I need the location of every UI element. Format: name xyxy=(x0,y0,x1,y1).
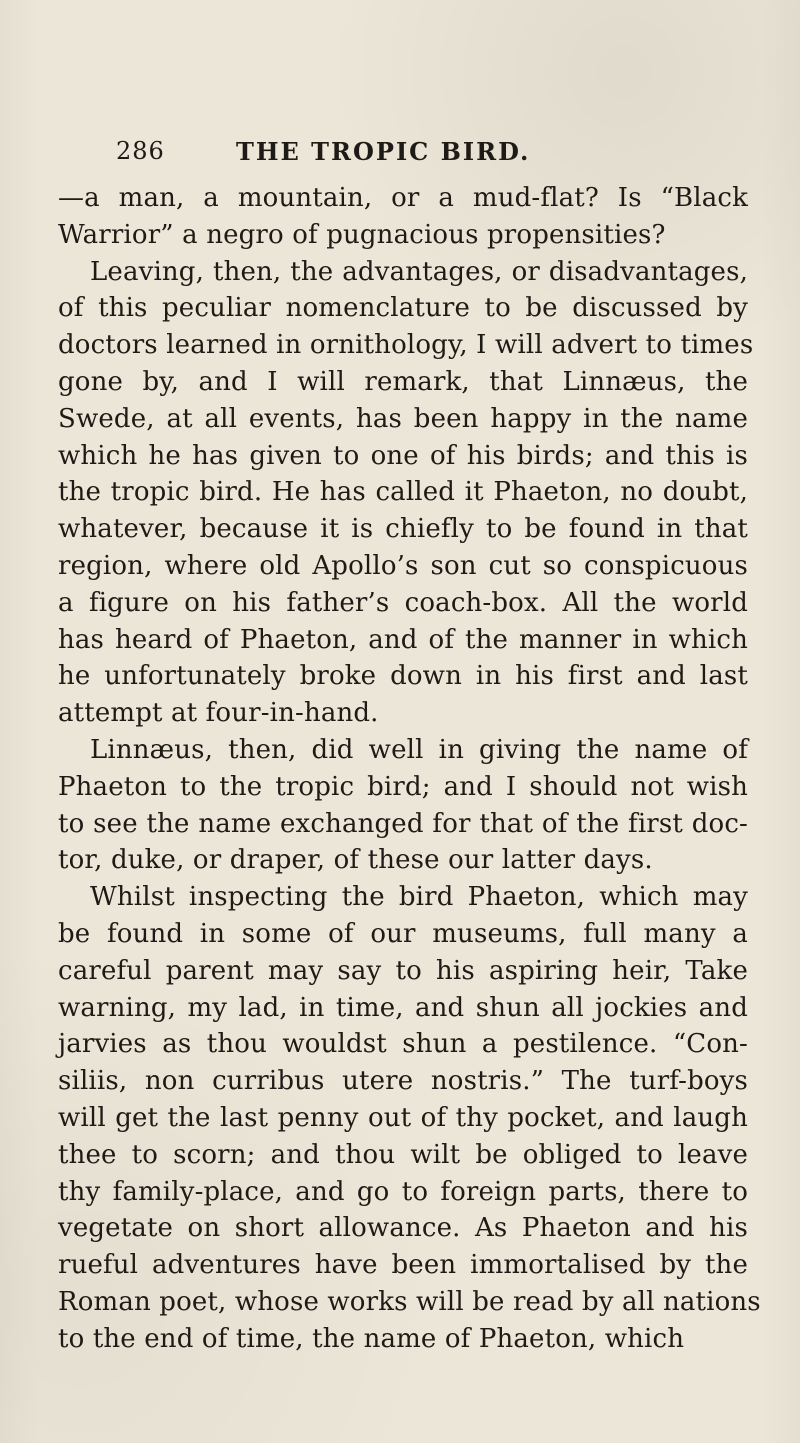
text-line: has heard of Phaeton, and of the manner in which xyxy=(58,624,748,655)
text-line: whatever, because it is chiefly to be found in that xyxy=(58,514,748,545)
text-line: of this peculiar nomenclature to be discussed by xyxy=(58,293,748,324)
text-line: Leaving, then, the advantages, or disadvantages, xyxy=(90,256,748,287)
text-line: Warrior” a negro of pugnacious propensities? xyxy=(58,219,666,250)
text-line: warning, my lad, in time, and shun all jockies and xyxy=(58,992,748,1023)
text-line: the tropic bird. He has called it Phaeton, no doubt, xyxy=(58,477,748,508)
body-text xyxy=(58,180,761,1358)
text-line: jarvies as thou wouldst shun a pestilence. “Con- xyxy=(58,1029,748,1060)
text-line: to see the name exchanged for that of the first doc- xyxy=(58,808,748,839)
text-line: region, where old Apollo’s son cut so conspicuous xyxy=(58,550,748,581)
text-line: siliis, non curribus utere nostris.” The turf-boys xyxy=(58,1066,748,1097)
text-line: be found in some of our museums, full many a xyxy=(58,918,748,949)
text-line: Whilst inspecting the bird Phaeton, which may xyxy=(90,882,748,913)
text-line: —a man, a mountain, or a mud-flat? Is “Black xyxy=(58,183,748,213)
text-line: careful parent may say to his aspiring heir, Take xyxy=(58,955,748,986)
text-line: Phaeton to the tropic bird; and I should not wish xyxy=(58,771,748,802)
text-line: doctors learned in ornithology, I will advert to times xyxy=(58,330,754,361)
text-line: thy family-place, and go to foreign parts, there to xyxy=(58,1176,748,1207)
text-line: Roman poet, whose works will be read by all nations xyxy=(58,1286,761,1317)
text-line: Linnæus, then, did well in giving the name of xyxy=(90,734,748,765)
text-line: gone by, and I will remark, that Linnæus, the xyxy=(58,366,748,397)
text-line: will get the last penny out of thy pocket, and laugh xyxy=(58,1102,748,1133)
text-line: vegetate on short allowance. As Phaeton and his xyxy=(58,1213,748,1244)
text-line: which he has given to one of his birds; and this is xyxy=(58,440,748,471)
text-line: a figure on his father’s coach-box. All the world xyxy=(58,587,748,618)
text-line: rueful adventures have been immortalised by the xyxy=(58,1250,748,1281)
text-line: thee to scorn; and thou wilt be obliged to leave xyxy=(58,1139,748,1170)
text-line: attempt at four-in-hand. xyxy=(58,698,379,729)
text-line: Swede, at all events, has been happy in the name xyxy=(58,403,748,434)
text-line: to the end of time, the name of Phaeton, which xyxy=(58,1323,685,1354)
text-line: he unfortunately broke down in his first and last xyxy=(58,661,748,692)
page-header xyxy=(116,137,740,169)
running-head: THE TROPIC BIRD. xyxy=(236,137,531,166)
page-number: 286 xyxy=(116,137,165,165)
text-line: tor, duke, or draper, of these our latter days. xyxy=(58,845,653,876)
